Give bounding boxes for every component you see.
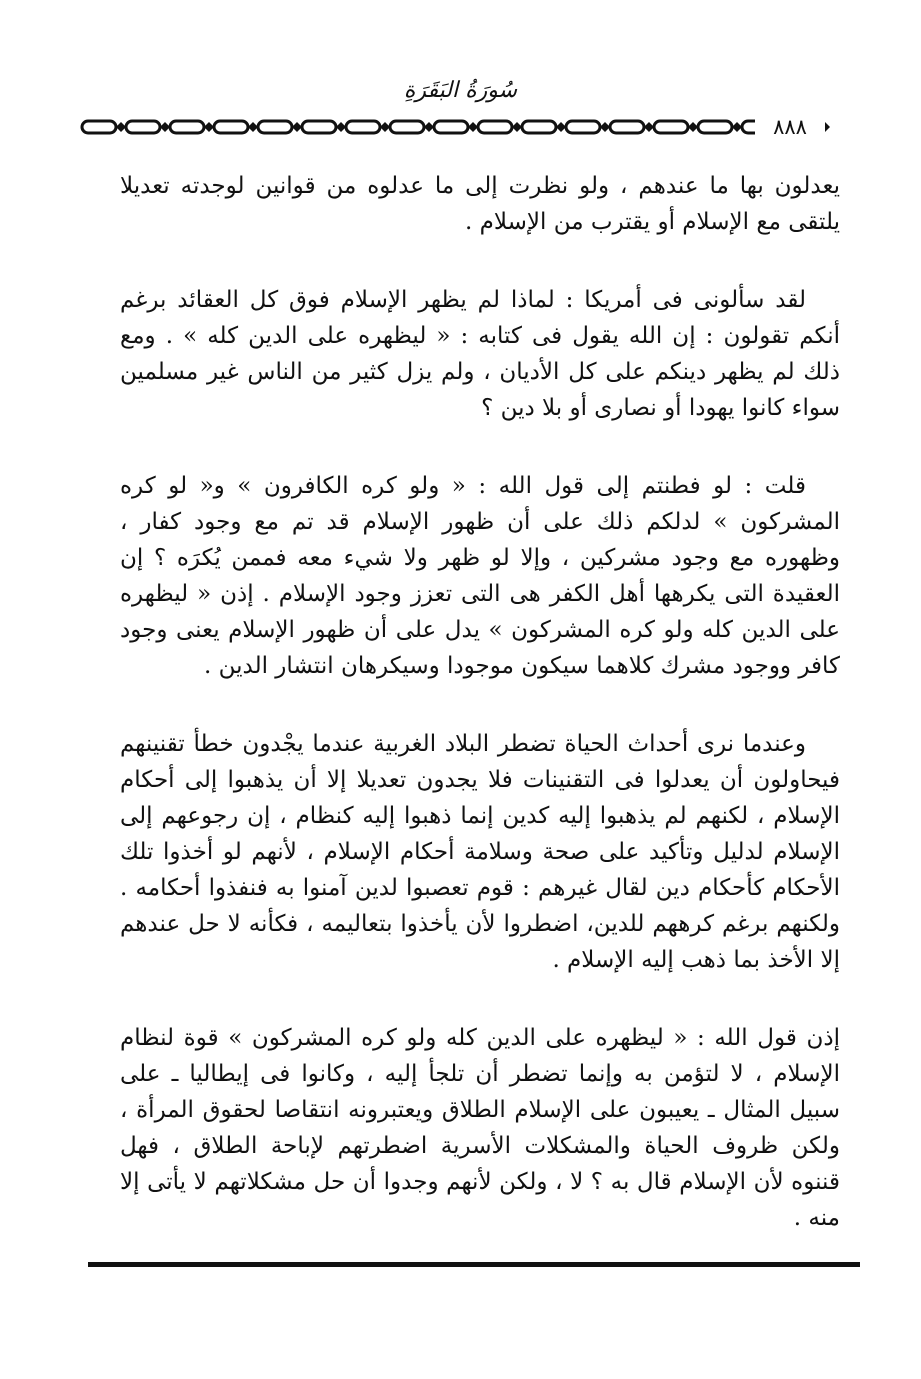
paragraph: لقد سألونى فى أمريكا : لماذا لم يظهر الإسلام فوق كل العقائد برغم أنكم تقولون : إن الله يقول فى كتابه : « ليظهره على الدين كله » . ومع ذلك لم يظهر دينكم على كل الأديان ، ولم يزل كثير من الناس غير مسلمين سواء كانوا يهودا أو نصارى أو بلا دين ؟ <box>120 287 840 421</box>
surah-title: سُورَةُ البَقَرَةِ <box>403 78 518 103</box>
paragraph: إذن قول الله : « ليظهره على الدين كله ولو كره المشركون » قوة لنظام الإسلام ، لا لتؤمن به وإنما تضطر أن تلجأ إليه ، وكانوا فى إيطاليا ـ على سبيل المثال ـ يعيبون على الإسلام الطلاق ويعتبرونه انتقاصا لحقوق المرأة ، ولكن ظروف الحياة والمشكلات الأسرية اضطرتهم لإباحة الطلاق ، فهل قننوه لأن الإسلام قال به ؟ لا ، ولكن لأنهم وجدوا أن حل مشكلاتهم لا يأتى إلا منه . <box>120 1025 840 1231</box>
paragraph: يعدلون بها ما عندهم ، ولو نظرت إلى ما عدلوه من قوانين لوجدته تعديلا يلتقى مع الإسلام أو يقترب من الإسلام . <box>120 173 840 235</box>
paragraph: وعندما نرى أحداث الحياة تضطر البلاد الغربية عندما يجْدون خطأ تقنينهم فيحاولون أن يعدلوا فى التقنينات فلا يجدون تعديلا إلا أن يذهبوا إلى أحكام الإسلام ، لكنهم لم يذهبوا إليه كدين إنما ذهبوا إليه كنظام ، إن رجوعهم إلى الإسلام لدليل وتأكيد على صحة وسلامة أحكام الإسلام ، لأنهم لو أخذوا تلك الأحكام كأحكام دين لقال غيرهم : قوم تعصبوا لدين آمنوا به فنفذوا أحكامه . ولكنهم برغم كرههم للدين، اضطروا لأن يأخذوا بتعاليمه ، فكأنه لا حل عندهم إلا الأخذ بما ذهب إليه الإسلام . <box>120 731 840 973</box>
paragraph: قلت : لو فطنتم إلى قول الله : « ولو كره الكافرون » و« لو كره المشركون » لدلكم ذلك على أن ظهور الإسلام قد تم مع وجود كفار ، وظهوره مع وجود مشركين ، وإلا لو ظهر ولا شيء معه فممن يُكرَه ؟ إن العقيدة التى يكرهها أهل الكفر هى التى تعزز وجود الإسلام . إذن « ليظهره على الدين كله ولو كره المشركون » يدل على أن ظهور الإسلام يعنى وجود كافر ووجود مشرك كلاهما سيكون موجودا وسيكرهان انتشار الدين . <box>120 473 840 679</box>
page-number: ٨٨٨ <box>755 112 825 142</box>
page-body <box>120 168 840 1278</box>
ornament-chain-icon <box>80 112 860 142</box>
bottom-rule <box>88 1262 860 1267</box>
ornament-border <box>80 112 860 142</box>
